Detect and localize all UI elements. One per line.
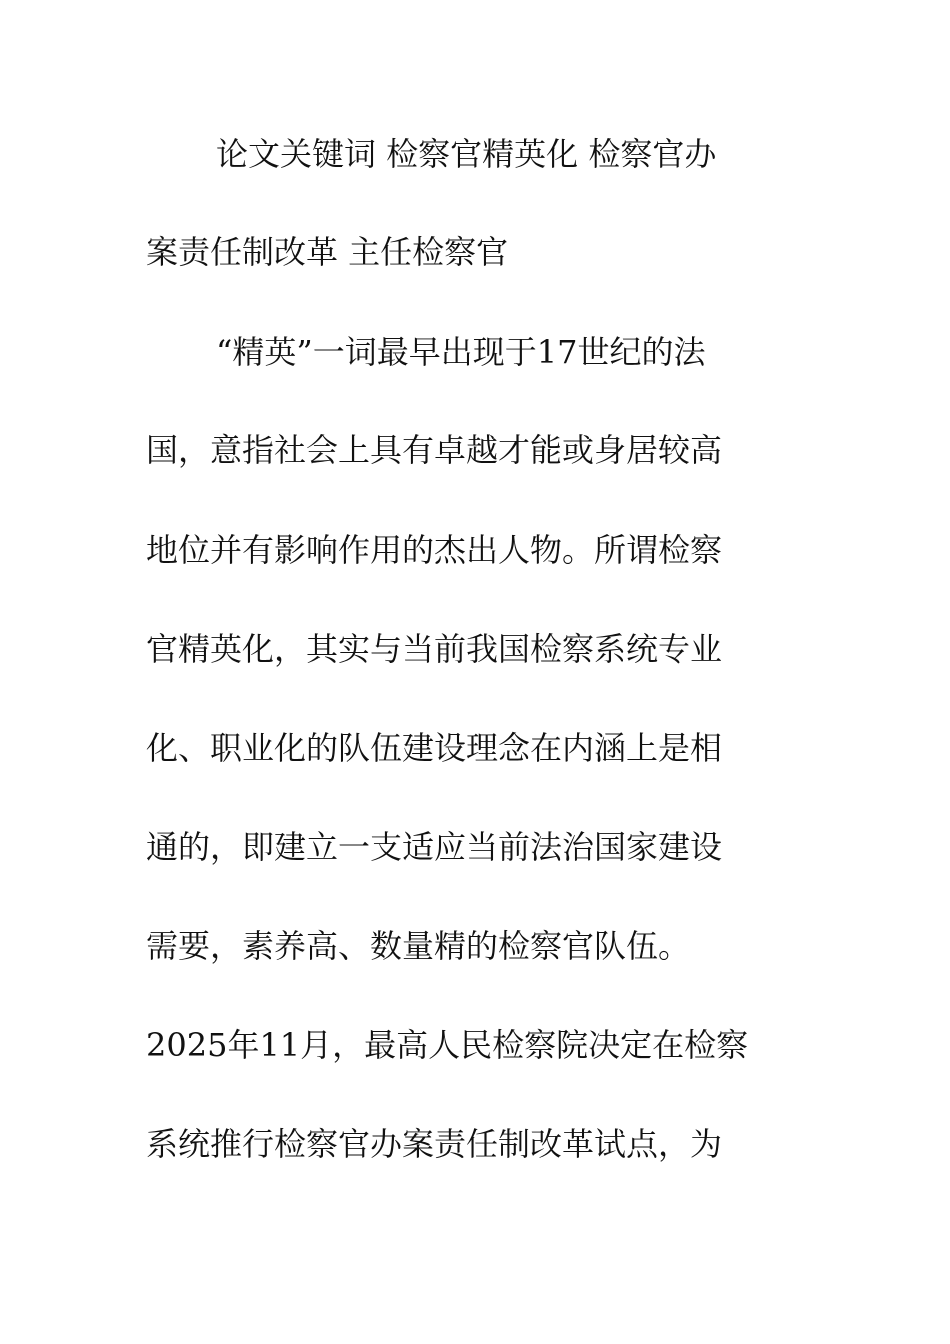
paragraph-line-1: “精英”一词最早出现于17世纪的法 xyxy=(216,333,706,371)
keywords-line-1: 论文关键词 检察官精英化 检察官办 xyxy=(216,135,717,173)
paragraph-line-7: 需要，素养高、数量精的检察官队伍。 xyxy=(146,927,691,965)
paragraph-line-8: 2025年11月，最高人民检察院决定在检察 xyxy=(146,1026,749,1064)
paragraph-line-4: 官精英化，其实与当前我国检察系统专业 xyxy=(146,630,723,668)
paragraph-line-3: 地位并有影响作用的杰出人物。所谓检察 xyxy=(146,531,723,569)
paragraph-line-9: 系统推行检察官办案责任制改革试点，为 xyxy=(146,1125,723,1163)
paragraph-line-5: 化、职业化的队伍建设理念在内涵上是相 xyxy=(146,729,723,767)
paragraph-line-6: 通的，即建立一支适应当前法治国家建设 xyxy=(146,828,723,866)
paragraph-line-2: 国，意指社会上具有卓越才能或身居较高 xyxy=(146,431,723,469)
keywords-line-2: 案责任制改革 主任检察官 xyxy=(146,233,509,271)
